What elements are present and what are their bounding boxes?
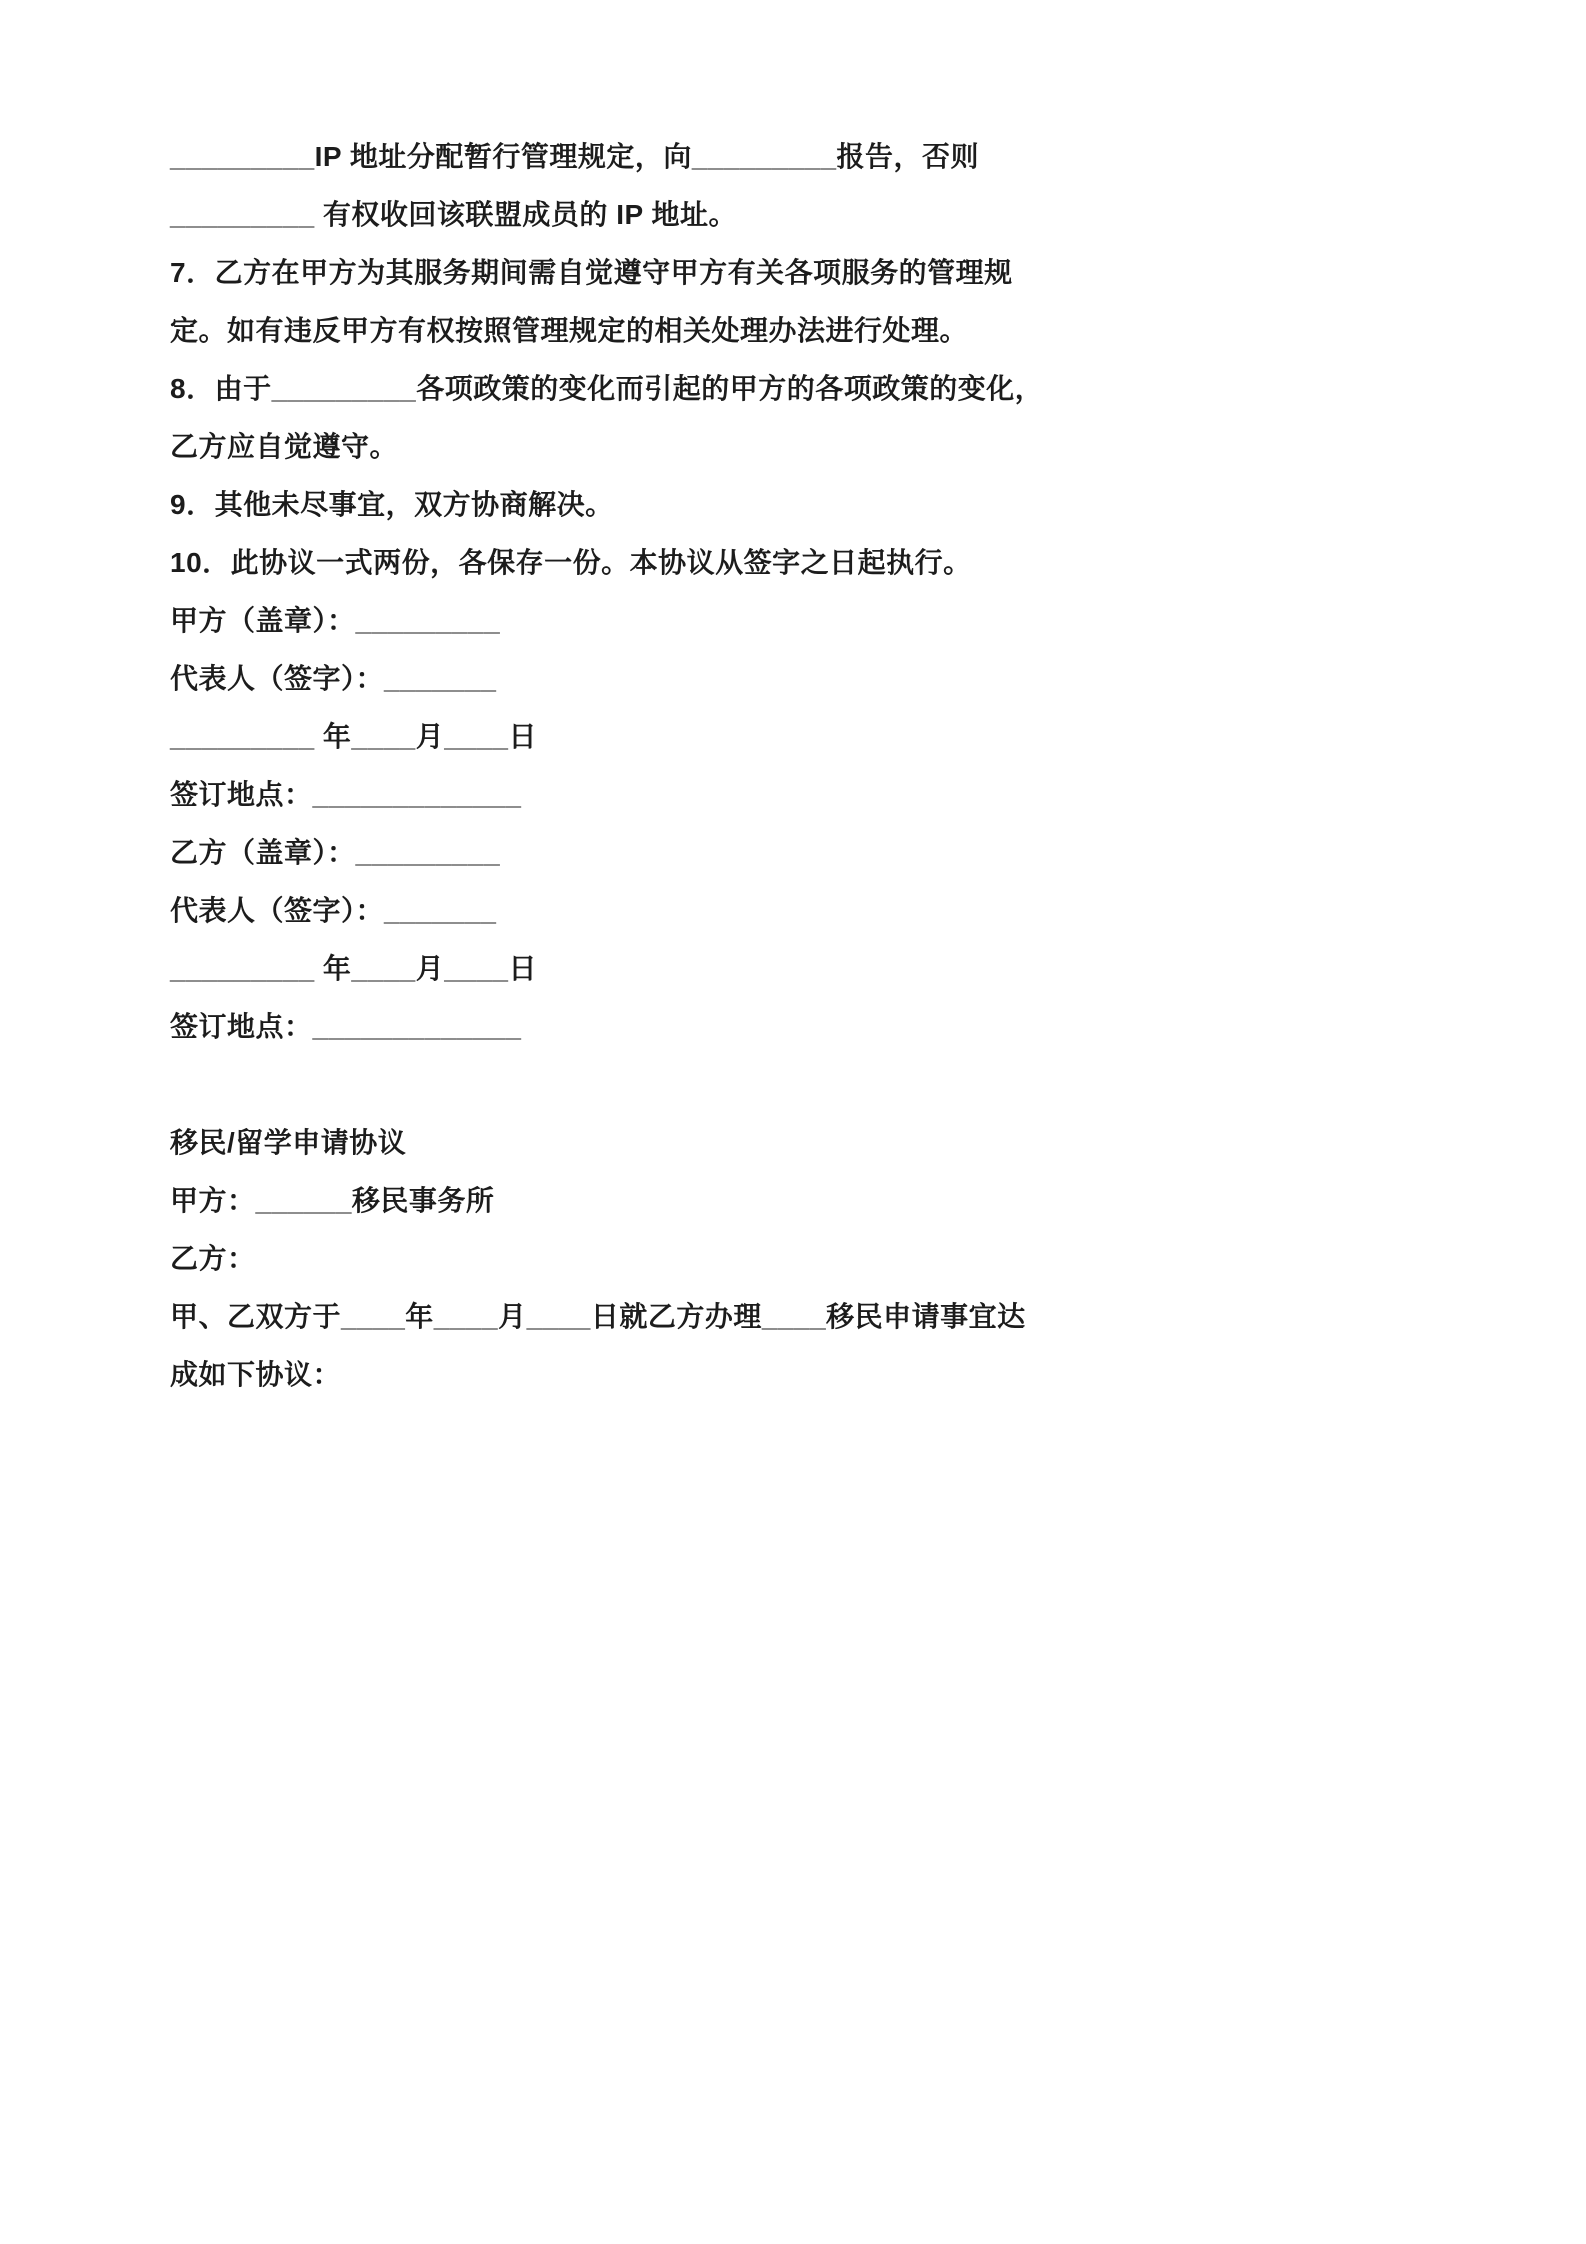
clause-9-line: 9．其他未尽事宜，双方协商解决。 (170, 489, 614, 520)
clause-ip-reclaim-line: _________ 有权收回该联盟成员的 IP 地址。 (170, 199, 737, 230)
clause-8-line-2: 乙方应自觉遵守。 (170, 431, 399, 462)
party-a-seal-line: 甲方（盖章）：_________ (170, 605, 501, 636)
clause-ip-regulation-line: _________IP 地址分配暂行管理规定，向_________报告，否则 (170, 141, 980, 172)
agreement2-party-b-line: 乙方： (170, 1243, 256, 1274)
agreement2-intro-line-1: 甲、乙双方于____年____月____日就乙方办理____移民申请事宜达 (170, 1301, 1026, 1332)
clause-7-line-2: 定。如有违反甲方有权按照管理规定的相关处理办法进行处理。 (170, 315, 969, 346)
agreement2-party-a-line: 甲方：______移民事务所 (170, 1185, 495, 1216)
party-b-date-line: _________ 年____月____日 (170, 953, 538, 984)
agreement2-title: 移民/留学申请协议 (170, 1127, 407, 1158)
agreement2-intro-line-2: 成如下协议： (170, 1359, 342, 1390)
section-spacer (170, 1056, 1416, 1114)
party-a-signing-place-line: 签订地点：_____________ (170, 779, 522, 810)
party-a-date-line: _________ 年____月____日 (170, 721, 538, 752)
clause-7-line-1: 7．乙方在甲方为其服务期间需自觉遵守甲方有关各项服务的管理规 (170, 257, 1013, 288)
party-a-representative-line: 代表人（签字）：_______ (170, 663, 497, 694)
party-b-representative-line: 代表人（签字）：_______ (170, 895, 497, 926)
clause-10-line: 10．此协议一式两份，各保存一份。本协议从签字之日起执行。 (170, 547, 972, 578)
clause-8-line-1: 8．由于_________各项政策的变化而引起的甲方的各项政策的变化， (170, 373, 1044, 404)
party-b-seal-line: 乙方（盖章）：_________ (170, 837, 501, 868)
party-b-signing-place-line: 签订地点：_____________ (170, 1011, 522, 1042)
